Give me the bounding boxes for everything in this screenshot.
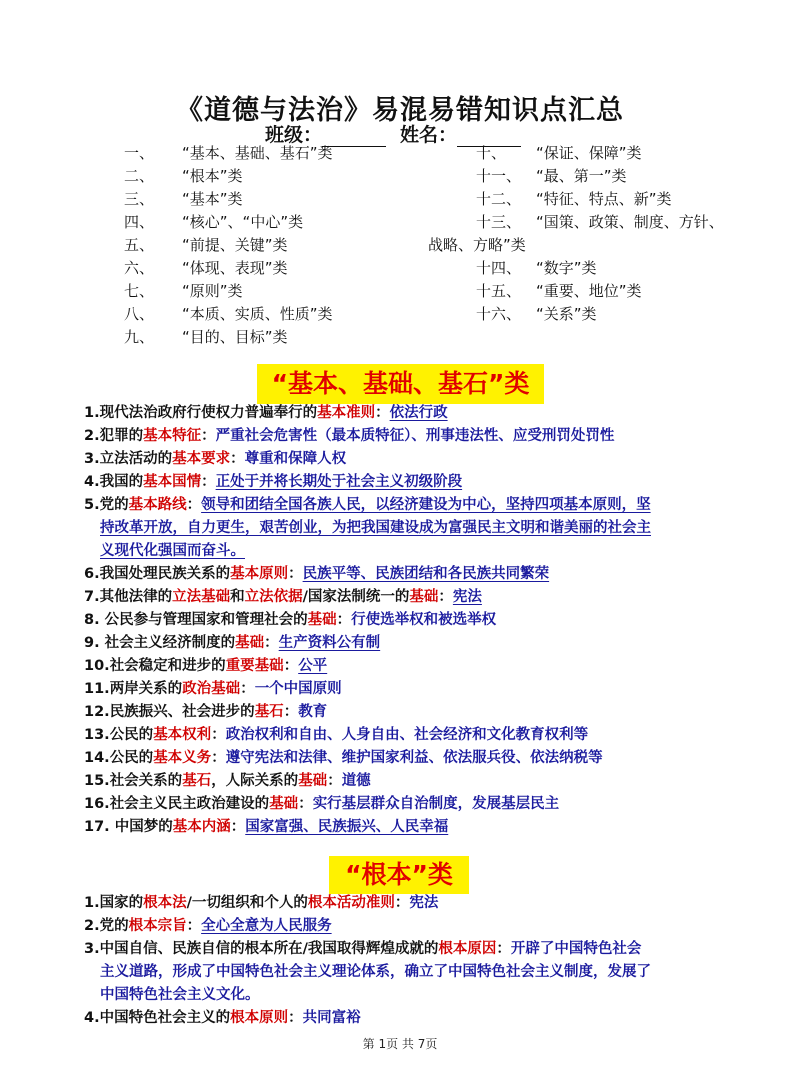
- list-item: [84, 586, 744, 609]
- item-prefix: 中国特色社会主义的: [99, 1010, 231, 1026]
- item-number: 16.: [84, 796, 110, 812]
- item-prefix: 社会主义民主政治建设的: [109, 796, 270, 812]
- toc-number: 十三、: [476, 213, 522, 231]
- item-prefix: 社会稳定和进步的: [109, 658, 226, 674]
- item-connector: ：: [375, 405, 390, 421]
- toc-row: [124, 257, 333, 280]
- list-item: [84, 770, 744, 793]
- toc-row: [476, 165, 724, 188]
- item-connector: ：: [230, 819, 246, 835]
- item-connector: ：: [283, 704, 299, 720]
- toc-row: [428, 234, 724, 257]
- item-prefix: 公民的: [109, 750, 154, 766]
- item-answer: 国家富强、民族振兴、人民幸福: [245, 819, 449, 835]
- item-keyword: 基石: [182, 773, 212, 789]
- item-connector: ：: [264, 635, 279, 651]
- item-number: 2.: [84, 918, 100, 934]
- item-prefix: 我国的: [99, 474, 144, 490]
- item-keyword-2: 基础: [298, 773, 328, 789]
- item-answer: 中国特色社会主义文化。: [100, 987, 260, 1003]
- name-label: 姓名：: [400, 124, 458, 146]
- item-prefix: 我国处理民族关系的: [99, 566, 231, 582]
- toc-left-column: [124, 142, 333, 349]
- list-item: [84, 448, 744, 471]
- toc-text: “原则”类: [182, 282, 243, 300]
- toc-number: 二、: [124, 167, 155, 185]
- item-keyword-3: 基础: [409, 589, 439, 605]
- section-heading-jiben-jichu: “基本、基础、基石”类: [257, 364, 544, 404]
- item-number: 8.: [84, 612, 100, 628]
- item-prefix: 社会关系的: [109, 773, 183, 789]
- item-number: 6.: [84, 566, 100, 582]
- item-prefix: 公民参与管理国家和管理社会的: [99, 612, 308, 628]
- list-item: [84, 701, 744, 724]
- item-number: 14.: [84, 750, 110, 766]
- item-prefix: 党的: [99, 918, 129, 934]
- item-keyword: 基本国情: [143, 474, 202, 490]
- item-answer: 遵守宪法和法律、维护国家利益、依法服兵役、依法纳税等: [225, 750, 603, 766]
- item-keyword: 基础: [235, 635, 265, 651]
- list-item: [84, 747, 744, 770]
- toc-number: 三、: [124, 190, 155, 208]
- item-keyword: 基本权利: [153, 727, 212, 743]
- list-item: [84, 938, 744, 961]
- item-prefix: 犯罪的: [99, 428, 144, 444]
- item-connector: ：: [336, 612, 352, 628]
- item-keyword: 基础: [307, 612, 337, 628]
- item-number: 11.: [84, 681, 110, 697]
- item-answer: 公平: [298, 658, 328, 674]
- item-answer: 政治权利和自由、人身自由、社会经济和文化教育权利等: [225, 727, 589, 743]
- item-answer: 教育: [298, 704, 328, 720]
- toc-number: 十、: [476, 144, 507, 162]
- toc-row: [476, 142, 724, 165]
- toc-text: “国策、政策、制度、方针、: [536, 213, 724, 231]
- item-number: 12.: [84, 704, 110, 720]
- item-keyword: 基本特征: [143, 428, 202, 444]
- item-answer: 宪法: [409, 895, 439, 911]
- list-item: [84, 724, 744, 747]
- item-number: 1.: [84, 405, 100, 421]
- item-keyword: 基本准则: [317, 405, 376, 421]
- item-number: 4.: [84, 474, 100, 490]
- item-prefix: 现代法治政府行使权力普遍奉行的: [99, 405, 318, 421]
- list-item: [84, 494, 744, 517]
- item-connector-2: ：: [327, 773, 342, 789]
- item-keyword: 根本原因: [438, 941, 497, 957]
- item-keyword-2: 立法依据: [244, 589, 303, 605]
- item-answer: 实行基层群众自治制度，发展基层民主: [312, 796, 560, 812]
- item-keyword: 政治基础: [182, 681, 241, 697]
- list-item: [84, 1007, 744, 1030]
- list-item: [84, 793, 744, 816]
- section-heading-genben: “根本”类: [329, 856, 469, 894]
- toc-row: [476, 303, 724, 326]
- item-keyword: 基石: [254, 704, 284, 720]
- item-prefix: 社会主义经济制度的: [99, 635, 236, 651]
- page-title: 《道德与法治》易混易错知识点汇总: [176, 95, 624, 126]
- item-answer: 义现代化强国而奋斗。: [100, 543, 245, 559]
- toc-text: “基本、基础、基石”类: [182, 144, 333, 162]
- item-connector: /一切组织和个人的: [186, 895, 308, 911]
- item-answer: 严重社会危害性（最本质特征）、刑事违法性、应受刑罚处罚性: [215, 428, 615, 444]
- item-connector: ：: [496, 941, 511, 957]
- item-prefix: 民族振兴、社会进步的: [109, 704, 255, 720]
- item-connector: ：: [211, 727, 226, 743]
- item-keyword: 根本法: [143, 895, 187, 911]
- list-item: [84, 609, 744, 632]
- item-answer: 全心全意为人民服务: [201, 918, 332, 934]
- item-answer: 生产资料公有制: [278, 635, 381, 651]
- item-prefix: 其他法律的: [99, 589, 173, 605]
- item-connector: ：: [288, 566, 303, 582]
- item-connector: ：: [230, 451, 245, 467]
- list-item: [84, 678, 744, 701]
- item-keyword: 基本义务: [153, 750, 212, 766]
- item-answer: 共同富裕: [302, 1010, 361, 1026]
- toc-row: [124, 165, 333, 188]
- item-connector: ：: [201, 428, 216, 444]
- toc-row: [476, 211, 724, 234]
- toc-text: “数字”类: [536, 259, 597, 277]
- item-answer: 尊重和保障人权: [244, 451, 347, 467]
- item-answer: 开辟了中国特色社会: [510, 941, 642, 957]
- toc-number: 十四、: [476, 259, 522, 277]
- item-connector: ：: [240, 681, 255, 697]
- item-keyword: 基本内涵: [172, 819, 231, 835]
- item-answer: 一个中国原则: [254, 681, 342, 697]
- item-answer: 宪法: [452, 589, 482, 605]
- toc-text: “最、第一”类: [536, 167, 627, 185]
- toc-text: “保证、保障”类: [536, 144, 642, 162]
- item-connector: ：: [201, 474, 216, 490]
- toc-number: 七、: [124, 282, 155, 300]
- toc-row: [124, 211, 333, 234]
- item-number: 13.: [84, 727, 110, 743]
- item-number: 10.: [84, 658, 110, 674]
- item-keyword: 根本宗旨: [128, 918, 187, 934]
- list-item: [84, 517, 744, 540]
- item-connector-2: ：: [394, 895, 410, 911]
- list-item: [84, 915, 744, 938]
- toc-number: 八、: [124, 305, 155, 323]
- item-number: 3.: [84, 451, 100, 467]
- list-item: [84, 471, 744, 494]
- toc-text: “重要、地位”类: [536, 282, 642, 300]
- toc-row: [476, 257, 724, 280]
- item-keyword: 基本原则: [230, 566, 289, 582]
- toc-text: “目的、目标”类: [182, 328, 288, 346]
- item-prefix: 国家的: [99, 895, 144, 911]
- section2-list: [84, 892, 744, 1030]
- list-item: [84, 540, 744, 563]
- toc-number: 十五、: [476, 282, 522, 300]
- toc-text: “体现、表现”类: [182, 259, 288, 277]
- item-prefix: 党的: [99, 497, 129, 513]
- list-item: [84, 984, 744, 1007]
- toc-text: “关系”类: [536, 305, 597, 323]
- item-prefix: 中国梦的: [109, 819, 173, 835]
- item-prefix: 公民的: [109, 727, 154, 743]
- list-item: [84, 425, 744, 448]
- toc-text: “本质、实质、性质”类: [182, 305, 333, 323]
- item-connector: ：: [211, 750, 226, 766]
- toc-text: “特征、特点、新”类: [536, 190, 672, 208]
- toc-row: [476, 188, 724, 211]
- item-number: 1.: [84, 895, 100, 911]
- item-keyword: 立法基础: [172, 589, 231, 605]
- item-connector: 和: [230, 589, 245, 605]
- list-item: [84, 892, 744, 915]
- item-answer: 民族平等、民族团结和各民族共同繁荣: [302, 566, 550, 582]
- item-answer: 持改革开放，自力更生，艰苦创业，为把我国建设成为富强民主文明和谐美丽的社会主: [100, 520, 651, 536]
- list-item: [84, 402, 744, 425]
- item-connector: ：: [186, 918, 202, 934]
- item-keyword: 根本原则: [230, 1010, 289, 1026]
- list-item: [84, 632, 744, 655]
- item-answer: 正处于并将长期处于社会主义初级阶段: [215, 474, 463, 490]
- item-keyword: 基础: [269, 796, 299, 812]
- item-prefix: 两岸关系的: [109, 681, 183, 697]
- toc-number: 四、: [124, 213, 155, 231]
- toc-text: “基本”类: [182, 190, 243, 208]
- list-item: [84, 563, 744, 586]
- toc-row: [124, 188, 333, 211]
- toc-text: “核心”、“中心”类: [182, 213, 304, 231]
- toc-text: “前提、关键”类: [182, 236, 288, 254]
- list-item: [84, 816, 744, 839]
- item-keyword: 基本路线: [128, 497, 187, 513]
- toc-row: [124, 142, 333, 165]
- toc-row: [124, 280, 333, 303]
- item-answer: 道德: [341, 773, 371, 789]
- toc-row: [476, 280, 724, 303]
- toc-number: 六、: [124, 259, 155, 277]
- toc-text: “根本”类: [182, 167, 243, 185]
- item-number: 7.: [84, 589, 100, 605]
- toc-right-column: [428, 142, 724, 326]
- item-prefix: 中国自信、民族自信的根本所在/我国取得辉煌成就的: [99, 941, 439, 957]
- toc-number: 五、: [124, 236, 155, 254]
- item-number: 15.: [84, 773, 110, 789]
- toc-number: 十二、: [476, 190, 522, 208]
- list-item: [84, 961, 744, 984]
- item-connector: ：: [288, 1010, 303, 1026]
- item-connector: ：: [186, 497, 202, 513]
- item-number: 4.: [84, 1010, 100, 1026]
- toc-row: [124, 234, 333, 257]
- toc-number: 一、: [124, 144, 155, 162]
- item-number: 5.: [84, 497, 100, 513]
- item-prefix: 立法活动的: [99, 451, 173, 467]
- item-keyword: 基本要求: [172, 451, 231, 467]
- item-connector: ：: [298, 796, 313, 812]
- item-number: 9.: [84, 635, 100, 651]
- list-item: [84, 655, 744, 678]
- item-answer: 依法行政: [389, 405, 448, 421]
- item-connector: ：: [283, 658, 299, 674]
- toc-number: 十六、: [476, 305, 522, 323]
- item-number: 3.: [84, 941, 100, 957]
- item-connector: ，人际关系的: [211, 773, 299, 789]
- toc-row: [124, 326, 333, 349]
- section1-list: [84, 402, 744, 839]
- item-answer: 领导和团结全国各族人民，以经济建设为中心，坚持四项基本原则，坚: [201, 497, 651, 513]
- class-label: 班级：: [264, 124, 322, 146]
- item-keyword: 重要基础: [225, 658, 284, 674]
- item-answer: 行使选举权和被选举权: [351, 612, 497, 628]
- item-keyword-2: 根本活动准则: [307, 895, 395, 911]
- item-connector-2: /国家法制统一的: [302, 589, 410, 605]
- toc-number: 十一、: [476, 167, 522, 185]
- page-footer: 第 1页 共 7页: [362, 1037, 438, 1051]
- item-connector-3: ：: [438, 589, 453, 605]
- item-answer: 主义道路，形成了中国特色社会主义理论体系，确立了中国特色社会主义制度，发展了: [100, 964, 651, 980]
- item-number: 2.: [84, 428, 100, 444]
- item-number: 17.: [84, 819, 110, 835]
- toc-row: [124, 303, 333, 326]
- toc-text: 战略、方略”类: [428, 236, 526, 254]
- toc-number: 九、: [124, 328, 155, 346]
